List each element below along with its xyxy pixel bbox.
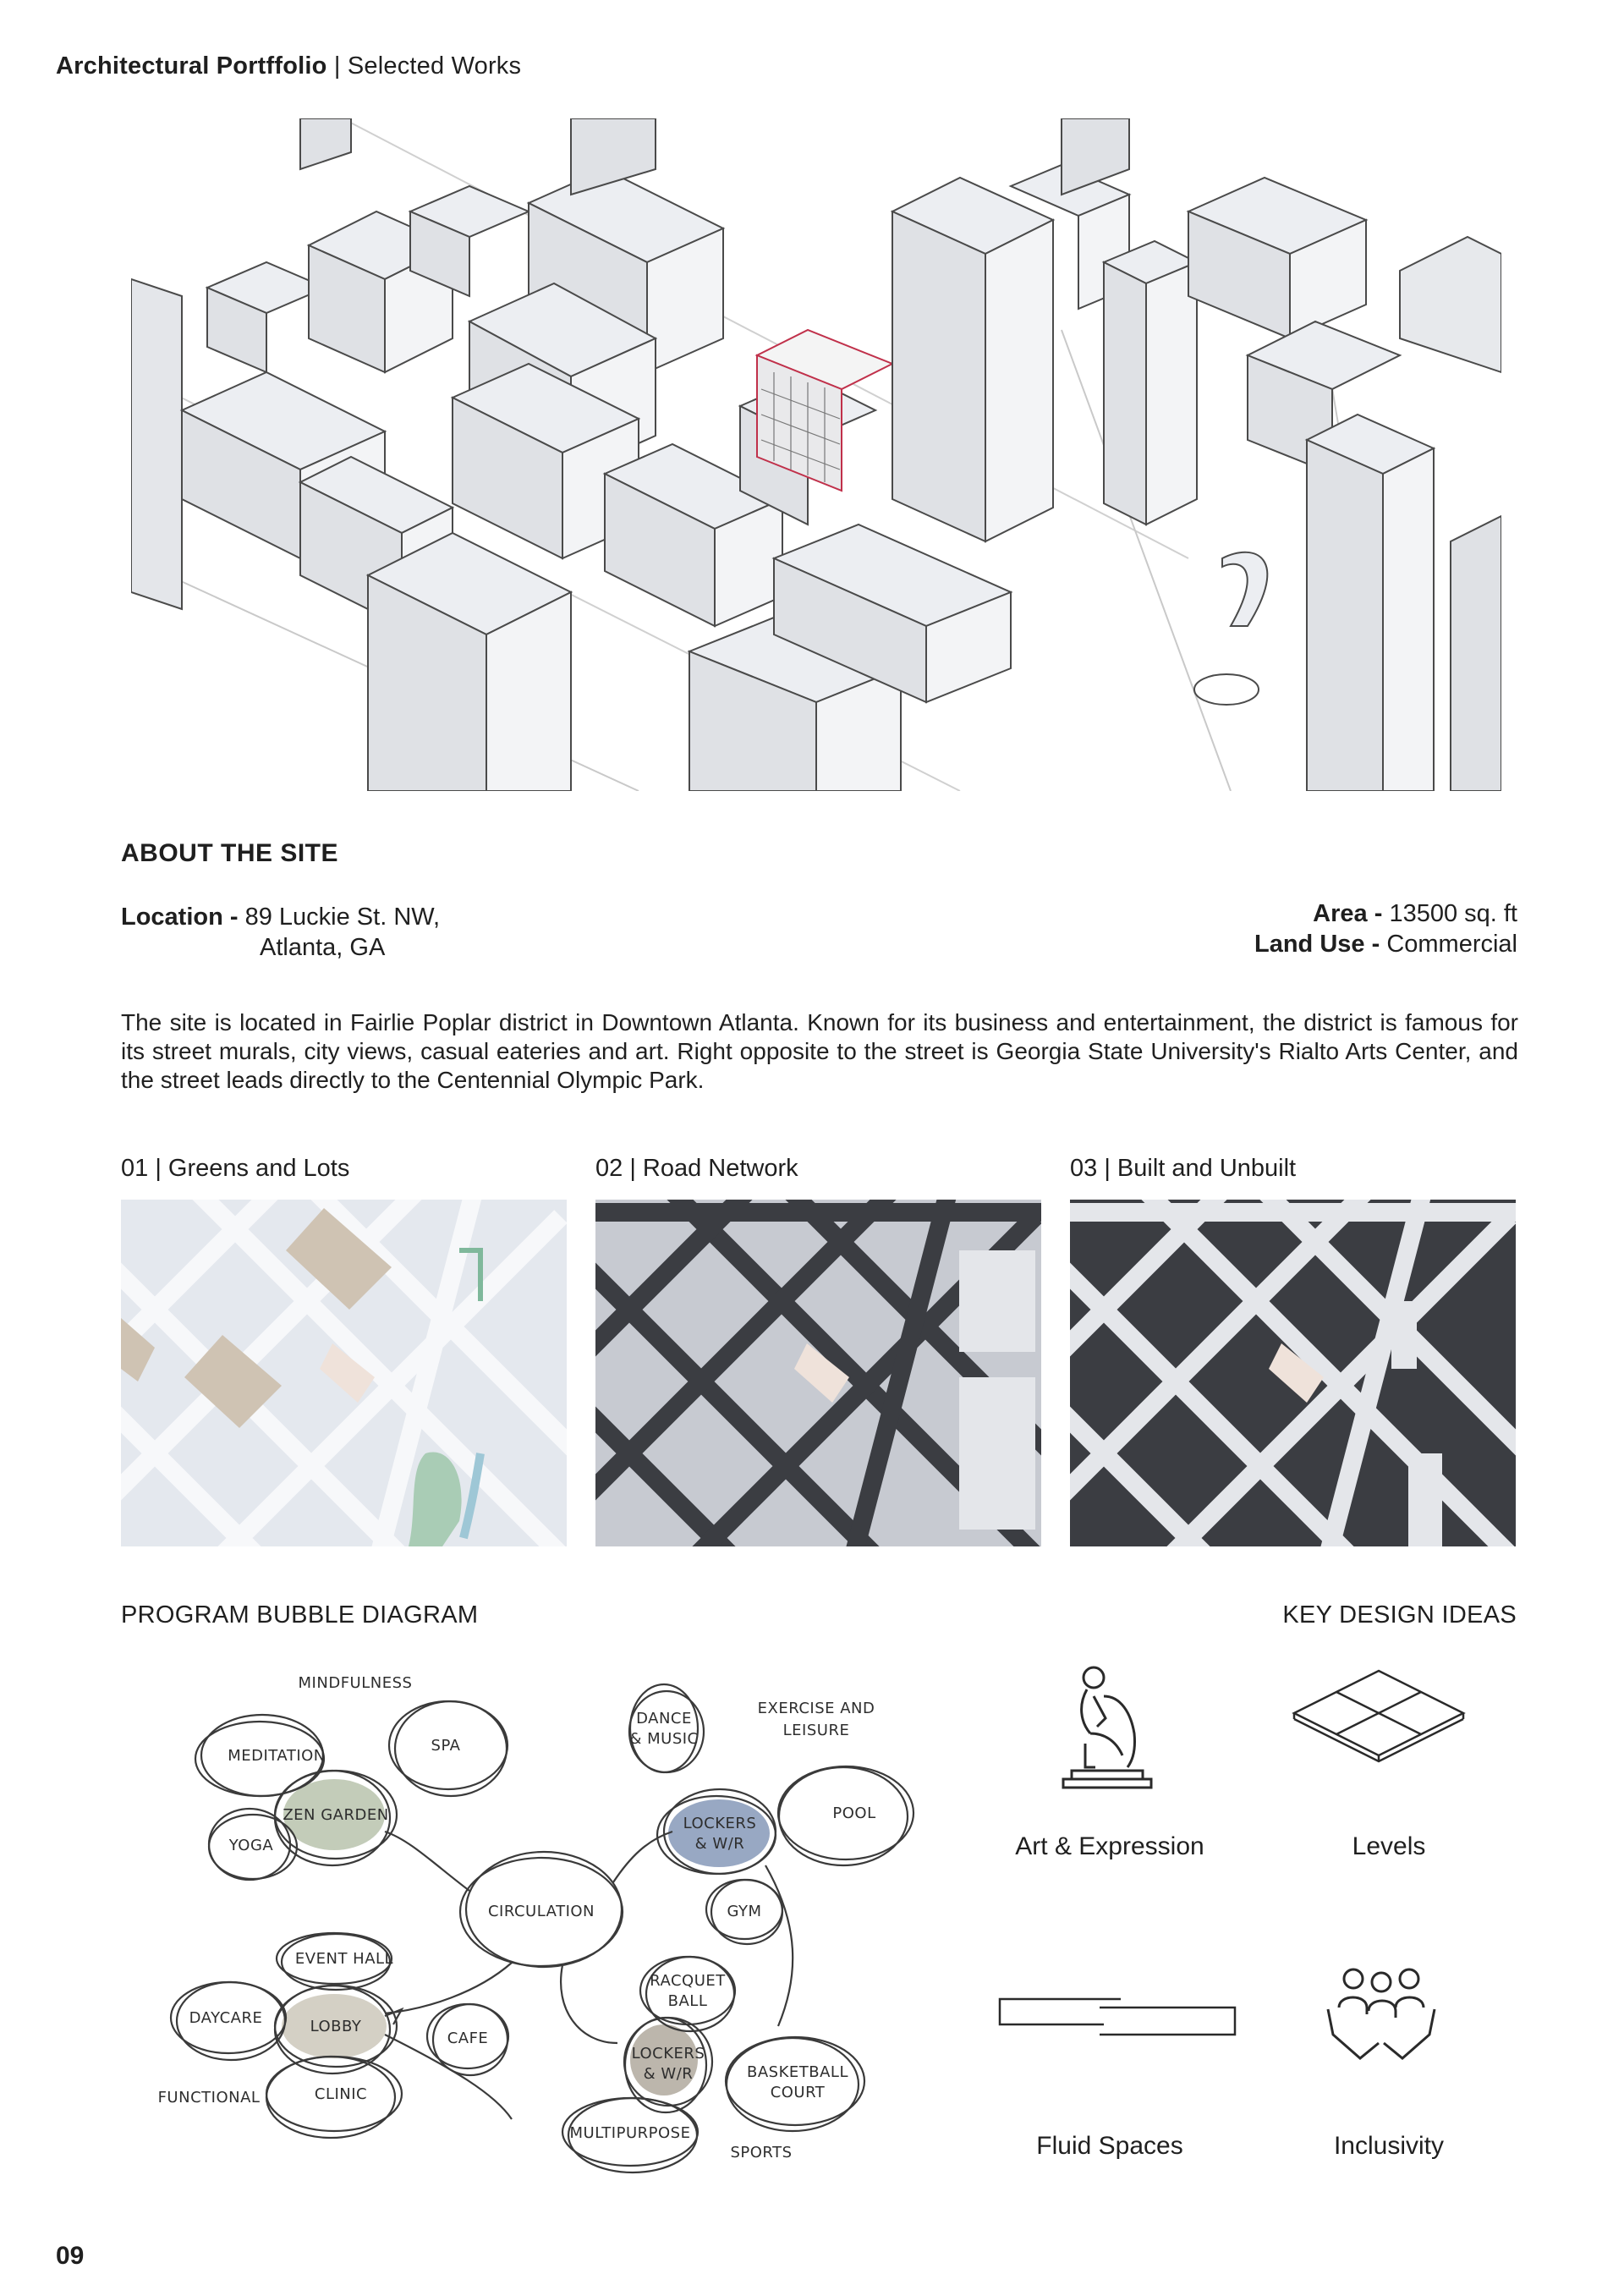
label-functional: FUNCTIONAL — [157, 2089, 261, 2106]
bubble-lockers-top-2: & W/R — [694, 1835, 745, 1853]
program-bubble-diagram — [156, 1671, 952, 2189]
bubble-lockers-bottom: LOCKERS — [631, 2045, 705, 2063]
label-sports: SPORTS — [730, 2144, 793, 2161]
bubble-lockers-bottom-2: & W/R — [643, 2065, 694, 2083]
page-number: 09 — [56, 2242, 85, 2270]
idea-levels: Levels — [1352, 1832, 1426, 1860]
bubble-spa: SPA — [431, 1737, 461, 1755]
location-line1: 89 Luckie St. NW, — [244, 904, 441, 931]
bubble-event-hall: EVENT HALL — [294, 1950, 394, 1968]
bubble-basketball-2: COURT — [770, 2084, 826, 2101]
bubble-circulation: CIRCULATION — [487, 1903, 595, 1920]
site-axonometric-illustration — [131, 118, 1501, 791]
bubble-gym: GYM — [727, 1903, 762, 1920]
bubble-basketball: BASKETBALL — [747, 2063, 848, 2081]
idea-inclusivity: Inclusivity — [1333, 2132, 1445, 2160]
map-title-built: 03 | Built and Unbuilt — [1070, 1155, 1297, 1182]
bubble-racquet: RACQUET — [650, 1972, 726, 1990]
levels-icon — [1290, 1667, 1468, 1777]
header-separator: | — [326, 52, 348, 80]
bubble-lobby: LOBBY — [310, 2018, 362, 2035]
page-header — [56, 52, 521, 80]
landuse-value: Commercial — [1386, 931, 1517, 958]
bubble-yoga: YOGA — [228, 1837, 274, 1854]
header-subtitle: Selected Works — [347, 52, 522, 80]
location-label: Location - — [121, 904, 245, 931]
landuse-row — [1254, 929, 1517, 959]
map-greens-and-lots — [121, 1200, 567, 1546]
label-exercise: EXERCISE AND — [757, 1700, 875, 1717]
bubble-zen-garden: ZEN GARDEN — [283, 1806, 389, 1824]
portfolio-title: Architectural Portffolio — [56, 52, 327, 80]
fluid-spaces-icon — [998, 1992, 1239, 2039]
bubble-cafe: CAFE — [447, 2030, 489, 2047]
bubble-dance: DANCE — [636, 1710, 692, 1727]
bubble-daycare: DAYCARE — [189, 2009, 263, 2027]
city-axonometric-drawing — [131, 118, 1501, 791]
landuse-label: Land Use - — [1254, 931, 1387, 958]
site-description: The site is located in Fairlie Poplar district in Downtown Atlanta. Known for its business and entertainment, the district is famous for its street murals, city views, casual eateries and art. Right opposite to the street is Georgia State University's Rialto Arts Center, and the street leads directly to the Centennial Olympic Park. — [121, 1009, 1518, 1093]
about-site-heading: ABOUT THE SITE — [121, 839, 339, 867]
map-title-greens: 01 | Greens and Lots — [121, 1155, 350, 1182]
bubble-clinic: CLINIC — [314, 2085, 368, 2103]
area-label: Area - — [1313, 900, 1390, 927]
bubble-meditation: MEDITATION — [228, 1747, 326, 1765]
site-area-info — [1254, 898, 1517, 959]
bubble-lockers-top: LOCKERS — [683, 1815, 757, 1832]
label-mindfulness: MINDFULNESS — [298, 1674, 413, 1692]
site-location — [121, 902, 440, 963]
inclusivity-icon — [1326, 1967, 1436, 2064]
area-row — [1254, 898, 1517, 929]
location-line2: Atlanta, GA — [260, 934, 386, 961]
bubble-multipurpose: MULTIPURPOSE — [569, 2124, 691, 2142]
bubble-racquet-2: BALL — [667, 1992, 708, 2010]
label-exercise-2: LEISURE — [782, 1722, 850, 1739]
map-built-and-unbuilt — [1070, 1200, 1516, 1546]
bubble-diagram-title: PROGRAM BUBBLE DIAGRAM — [121, 1601, 479, 1629]
idea-art-expression: Art & Expression — [1015, 1832, 1204, 1860]
area-value: 13500 sq. ft — [1389, 900, 1517, 927]
map-road-network — [595, 1200, 1041, 1546]
idea-fluid-spaces: Fluid Spaces — [1036, 2132, 1183, 2160]
thinker-icon — [1053, 1662, 1163, 1798]
bubble-pool: POOL — [832, 1804, 876, 1822]
map-title-roads: 02 | Road Network — [595, 1155, 798, 1182]
key-ideas-title: KEY DESIGN IDEAS — [1282, 1601, 1517, 1629]
bubble-dance-2: & MUSIC — [629, 1730, 699, 1748]
